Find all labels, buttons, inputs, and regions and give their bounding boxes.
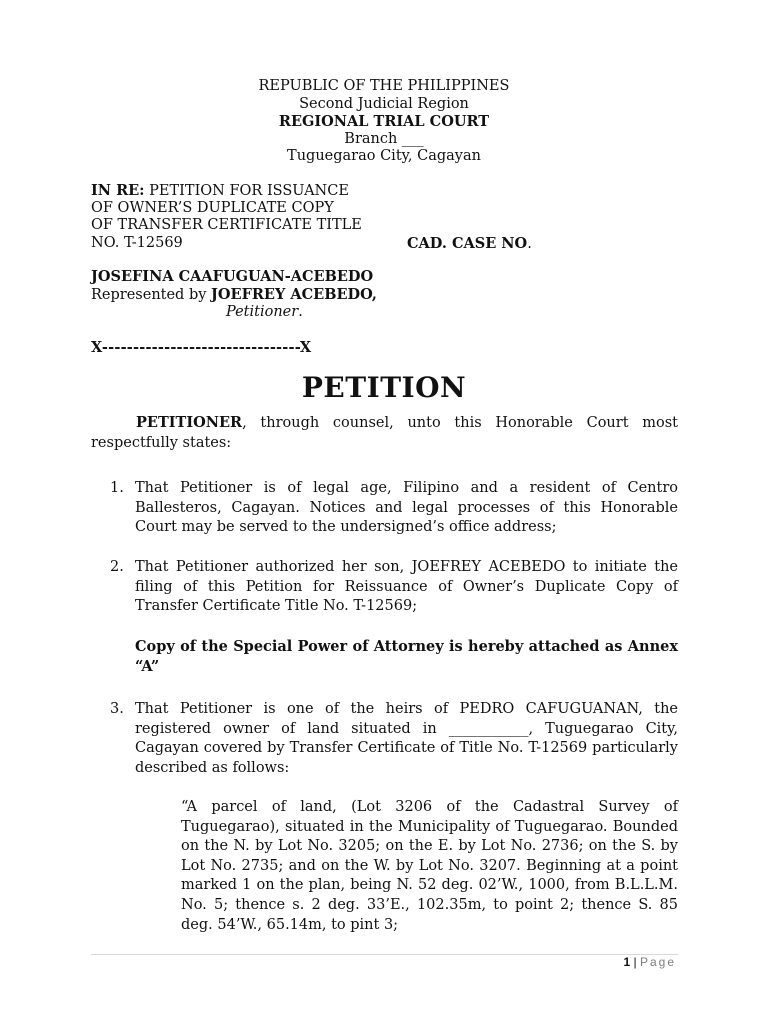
- caption-separator: X--------------------------------X: [91, 339, 312, 356]
- intro-text: , through counsel, unto this Honorable Court most respectfully states:: [91, 415, 678, 451]
- parties-block: [91, 268, 377, 322]
- intro-petitioner: PETITIONER: [136, 414, 243, 431]
- representative-name: JOEFREY ACEBEDO,: [211, 285, 377, 303]
- represented-by-label: Represented by: [91, 286, 212, 303]
- header-branch: Branch ___: [344, 130, 424, 147]
- page-separator: |: [630, 955, 640, 969]
- item-number: 3.: [110, 701, 124, 717]
- page-word: Page: [639, 955, 676, 969]
- intro-paragraph: [91, 413, 678, 453]
- caption-line-4: [91, 234, 532, 253]
- page-number: 1: [623, 955, 631, 969]
- item-number: 2.: [110, 559, 124, 575]
- land-description-quote: “A parcel of land, (Lot 3206 of the Cadastral Survey of Tuguegarao), situated in the Municipality of Tuguegarao. Bounded on the N. by Lot No. 3205; on the E. by Lot No. 2736; on the S. by Lot No. 2735; and on the W. by Lot No. 3207. Beginning at a point marked 1 on the plan, being N. 52 deg. 02’W., 1000, from B.L.L.M. No. 5; thence s. 2 deg. 33’E., 102.35m, to point 2; thence S. 85 deg. 54’W., 65.14m, to pint 3;: [181, 799, 678, 933]
- item-number: 1.: [110, 480, 124, 496]
- header-republic: REPUBLIC OF THE PHILIPPINES: [258, 78, 510, 94]
- item-text: That Petitioner is one of the heirs of PEDRO CAFUGUANAN, the registered owner of land situated in ___________, Tuguegarao City, Cagayan covered by Transfer Certificate of Title No. T-12569 particularly described as follows:: [135, 701, 678, 776]
- header-court: REGIONAL TRIAL COURT: [278, 113, 490, 131]
- document-title: PETITION: [301, 371, 467, 404]
- header-region: Second Judicial Region: [299, 95, 469, 112]
- caption-line-3: OF TRANSFER CERTIFICATE TITLE: [91, 217, 362, 234]
- numbered-item-3: [110, 700, 678, 778]
- petitioner-role: [91, 304, 377, 322]
- representation-line: [91, 286, 377, 305]
- caption-text-1: PETITION FOR ISSUANCE: [144, 183, 349, 199]
- numbered-item-2: [110, 558, 678, 617]
- page-footer: [623, 955, 676, 969]
- title-number: NO. T-12569: [91, 234, 183, 251]
- case-caption: [91, 182, 532, 252]
- footer-divider: [91, 954, 678, 955]
- numbered-item-1: [110, 479, 678, 538]
- case-number-label: [407, 235, 532, 254]
- caption-line-2: OF OWNER’S DUPLICATE COPY: [91, 199, 334, 216]
- in-re-label: IN RE:: [91, 182, 145, 199]
- petitioner-role-text: Petitioner: [226, 304, 299, 321]
- case-number-dot: .: [527, 235, 532, 252]
- caption-line-1: [91, 182, 362, 200]
- item-text: That Petitioner is of legal age, Filipino and a resident of Centro Ballesteros, Cagayan. Notices and legal processes of this Honorable Court may be served to the undersigned’s office address;: [135, 480, 678, 536]
- court-header: [0, 78, 768, 166]
- petitioner-name: JOSEFINA CAAFUGUAN-ACEBEDO: [91, 268, 374, 285]
- petitioner-role-dot: .: [298, 304, 303, 321]
- annex-note: Copy of the Special Power of Attorney is hereby attached as Annex “A”: [135, 638, 678, 675]
- item-text: That Petitioner authorized her son, JOEFREY ACEBEDO to initiate the filing of this Petition for Reissuance of Owner’s Duplicate Copy of Transfer Certificate Title No. T-12569;: [135, 559, 678, 615]
- header-city: Tuguegarao City, Cagayan: [287, 148, 481, 165]
- case-number-text: CAD. CASE NO: [407, 234, 528, 252]
